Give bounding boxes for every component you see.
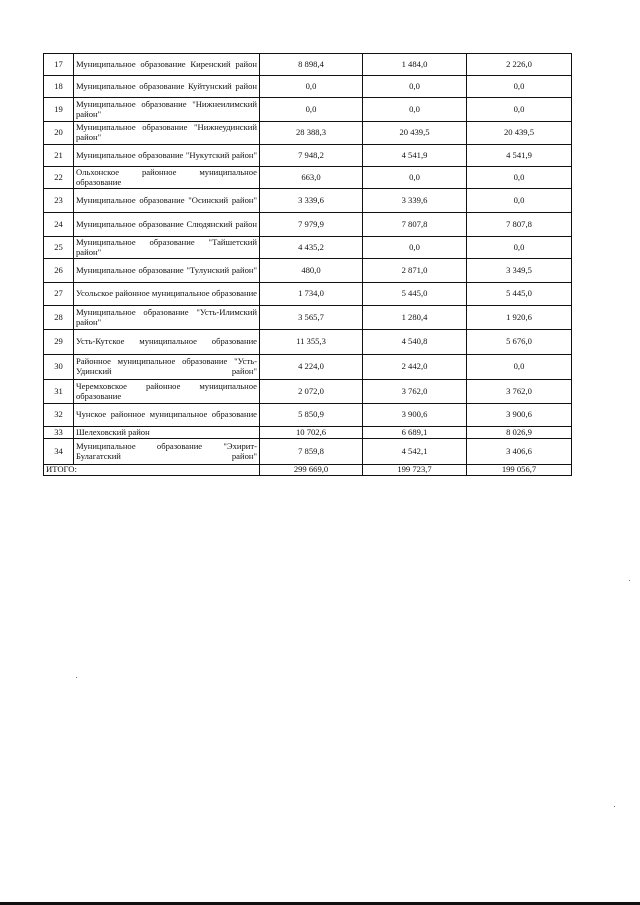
row-value-3: 3 762,0 xyxy=(467,380,572,404)
row-value-1: 4 435,2 xyxy=(260,237,363,259)
row-value-3: 5 676,0 xyxy=(467,330,572,355)
table-row xyxy=(44,122,572,145)
table-row xyxy=(44,283,572,306)
table-row xyxy=(44,404,572,427)
row-value-2: 4 542,1 xyxy=(363,439,467,465)
row-value-2: 3 900,6 xyxy=(363,404,467,427)
row-value-3: 5 445,0 xyxy=(467,283,572,306)
row-number: 23 xyxy=(44,189,74,213)
row-name: Ольхонское районное муниципальное образование xyxy=(74,167,260,189)
table-row xyxy=(44,145,572,167)
row-value-2: 0,0 xyxy=(363,98,467,122)
row-number: 28 xyxy=(44,306,74,330)
row-value-1: 7 979,9 xyxy=(260,213,363,237)
row-value-3: 0,0 xyxy=(467,355,572,380)
row-value-2: 0,0 xyxy=(363,167,467,189)
row-number: 34 xyxy=(44,439,74,465)
row-number: 24 xyxy=(44,213,74,237)
total-value-3: 199 056,7 xyxy=(467,465,572,476)
table-row xyxy=(44,330,572,355)
row-value-3: 20 439,5 xyxy=(467,122,572,145)
table-row xyxy=(44,380,572,404)
row-value-1: 0,0 xyxy=(260,98,363,122)
row-name: Муниципальное образование Куйтунский район xyxy=(74,76,260,98)
row-value-3: 0,0 xyxy=(467,167,572,189)
scan-speck xyxy=(76,677,77,678)
table-row xyxy=(44,355,572,380)
row-value-1: 4 224,0 xyxy=(260,355,363,380)
row-value-2: 0,0 xyxy=(363,76,467,98)
row-value-1: 0,0 xyxy=(260,76,363,98)
row-value-2: 5 445,0 xyxy=(363,283,467,306)
row-value-3: 0,0 xyxy=(467,98,572,122)
row-name: Муниципальное образование "Нижнеудинский район" xyxy=(74,122,260,145)
row-value-2: 3 762,0 xyxy=(363,380,467,404)
row-name: Черемховское районное муниципальное образование xyxy=(74,380,260,404)
table-row xyxy=(44,306,572,330)
row-number: 18 xyxy=(44,76,74,98)
row-value-1: 3 339,6 xyxy=(260,189,363,213)
row-number: 27 xyxy=(44,283,74,306)
row-value-2: 6 689,1 xyxy=(363,427,467,439)
row-value-1: 5 850,9 xyxy=(260,404,363,427)
row-number: 31 xyxy=(44,380,74,404)
row-number: 19 xyxy=(44,98,74,122)
row-value-1: 2 072,0 xyxy=(260,380,363,404)
total-row xyxy=(44,465,572,476)
scan-speck xyxy=(614,806,615,807)
data-table xyxy=(43,53,572,476)
row-value-1: 7 948,2 xyxy=(260,145,363,167)
row-value-1: 663,0 xyxy=(260,167,363,189)
row-name: Муниципальное образование "Нижнеилимский район" xyxy=(74,98,260,122)
row-value-1: 8 898,4 xyxy=(260,54,363,76)
row-name: Муниципальное образование "Тулунский район" xyxy=(74,259,260,283)
row-value-2: 3 339,6 xyxy=(363,189,467,213)
row-value-3: 1 920,6 xyxy=(467,306,572,330)
row-value-3: 0,0 xyxy=(467,237,572,259)
row-value-1: 11 355,3 xyxy=(260,330,363,355)
row-number: 22 xyxy=(44,167,74,189)
row-value-3: 0,0 xyxy=(467,189,572,213)
table-row xyxy=(44,189,572,213)
row-value-3: 7 807,8 xyxy=(467,213,572,237)
row-number: 21 xyxy=(44,145,74,167)
row-value-3: 4 541,9 xyxy=(467,145,572,167)
total-value-1: 299 669,0 xyxy=(260,465,363,476)
row-name: Районное муниципальное образование "Усть-Удинский район" xyxy=(74,355,260,380)
row-value-1: 28 388,3 xyxy=(260,122,363,145)
row-name: Муниципальное образование "Усть-Илимский район" xyxy=(74,306,260,330)
table-row xyxy=(44,237,572,259)
row-value-1: 480,0 xyxy=(260,259,363,283)
table-row xyxy=(44,167,572,189)
row-value-1: 7 859,8 xyxy=(260,439,363,465)
total-label: ИТОГО: xyxy=(44,465,260,476)
row-value-1: 1 734,0 xyxy=(260,283,363,306)
row-value-3: 2 226,0 xyxy=(467,54,572,76)
scan-speck xyxy=(629,580,630,581)
row-name: Муниципальное образование Слюдянский район xyxy=(74,213,260,237)
row-name: Муниципальное образование "Нукутский район" xyxy=(74,145,260,167)
row-name: Муниципальное образование "Тайшетский район" xyxy=(74,237,260,259)
row-number: 32 xyxy=(44,404,74,427)
table-row xyxy=(44,76,572,98)
row-value-1: 10 702,6 xyxy=(260,427,363,439)
row-value-3: 3 349,5 xyxy=(467,259,572,283)
row-name: Муниципальное образование "Эхирит-Булагатский район" xyxy=(74,439,260,465)
row-value-2: 1 280,4 xyxy=(363,306,467,330)
row-value-3: 3 900,6 xyxy=(467,404,572,427)
row-value-2: 0,0 xyxy=(363,237,467,259)
row-number: 29 xyxy=(44,330,74,355)
table-row xyxy=(44,259,572,283)
row-number: 17 xyxy=(44,54,74,76)
table-row xyxy=(44,54,572,76)
row-value-2: 20 439,5 xyxy=(363,122,467,145)
row-value-3: 3 406,6 xyxy=(467,439,572,465)
table-row xyxy=(44,427,572,439)
row-number: 26 xyxy=(44,259,74,283)
row-name: Усть-Кутское муниципальное образование xyxy=(74,330,260,355)
row-name: Муниципальное образование "Осинский район" xyxy=(74,189,260,213)
row-value-2: 7 807,8 xyxy=(363,213,467,237)
row-value-2: 1 484,0 xyxy=(363,54,467,76)
row-name: Шелеховский район xyxy=(74,427,260,439)
total-value-2: 199 723,7 xyxy=(363,465,467,476)
row-name: Чунское районное муниципальное образование xyxy=(74,404,260,427)
row-value-2: 2 871,0 xyxy=(363,259,467,283)
table-body xyxy=(44,54,572,476)
row-name: Муниципальное образование Киренский район xyxy=(74,54,260,76)
row-value-1: 3 565,7 xyxy=(260,306,363,330)
row-value-3: 8 026,9 xyxy=(467,427,572,439)
row-name: Усольское районное муниципальное образование xyxy=(74,283,260,306)
row-value-2: 4 541,9 xyxy=(363,145,467,167)
row-value-2: 4 540,8 xyxy=(363,330,467,355)
row-number: 20 xyxy=(44,122,74,145)
row-number: 25 xyxy=(44,237,74,259)
table-row xyxy=(44,98,572,122)
table-row xyxy=(44,213,572,237)
row-number: 30 xyxy=(44,355,74,380)
table-row xyxy=(44,439,572,465)
row-value-2: 2 442,0 xyxy=(363,355,467,380)
row-number: 33 xyxy=(44,427,74,439)
row-value-3: 0,0 xyxy=(467,76,572,98)
